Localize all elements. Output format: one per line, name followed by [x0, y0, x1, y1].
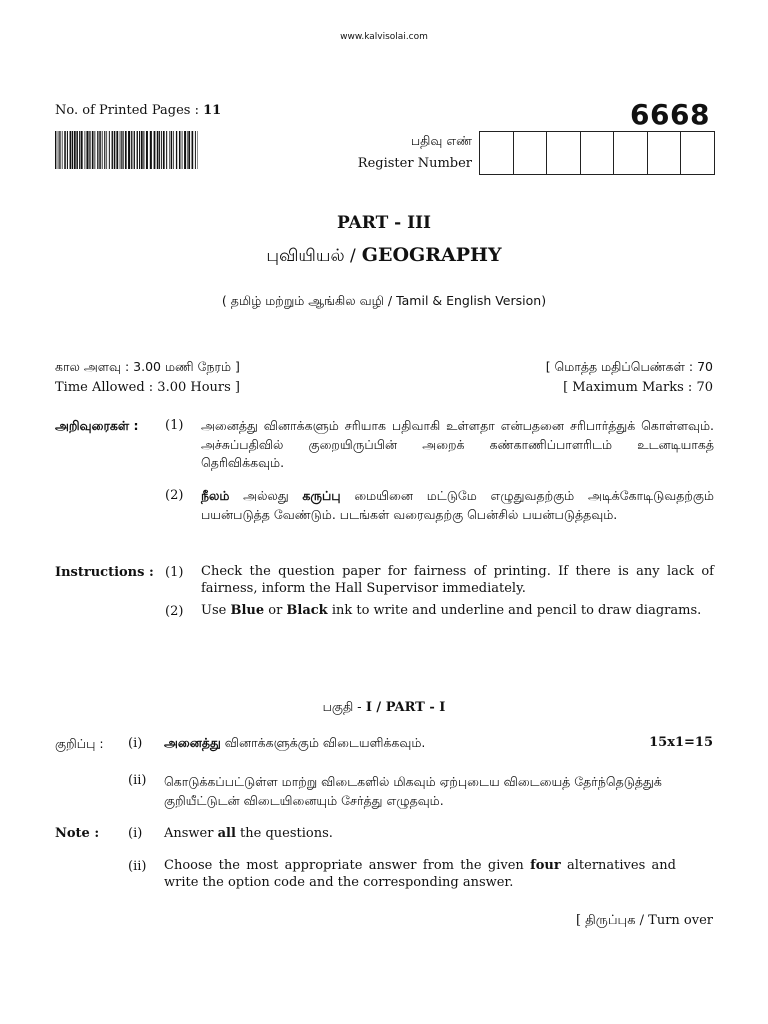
instruction-number: (1): [165, 565, 184, 580]
register-box[interactable]: [547, 132, 581, 174]
turn-over-text: [ திருப்புக / Turn over: [575, 913, 713, 928]
max-marks-english: [ Maximum Marks : 70: [563, 380, 713, 395]
register-box[interactable]: [614, 132, 648, 174]
turn-over: [576, 913, 713, 929]
paper-code: 6668: [630, 98, 710, 131]
note-number: (ii): [128, 859, 147, 874]
printed-pages-value: 11: [203, 103, 222, 118]
text-span: ink to write and underline and pencil to draw diagrams.: [327, 603, 702, 618]
text-span: Choose the most appropriate answer from the given: [164, 858, 531, 873]
register-box[interactable]: [581, 132, 615, 174]
text-span: the questions.: [235, 826, 333, 841]
barcode-image: [55, 131, 198, 169]
register-box[interactable]: [480, 132, 514, 174]
max-marks-tamil: [ மொத்த மதிப்பெண்கள் : 70: [545, 359, 713, 374]
text-span: or: [264, 603, 287, 618]
printed-pages-label: No. of Printed Pages :: [55, 103, 199, 118]
note-number: (i): [128, 736, 143, 751]
instruction-number: (1): [165, 418, 184, 433]
note-english-1: [164, 826, 333, 841]
text-span: Answer: [164, 826, 218, 841]
register-label-tamil: பதிவு எண்: [410, 133, 472, 148]
medium-version-text: ( தமிழ் மற்றும் ஆங்கில வழி / Tamil & English Version): [221, 293, 547, 308]
bold-black-ta: கருப்பு: [302, 488, 341, 503]
time-allowed-english: Time Allowed : 3.00 Hours ]: [55, 380, 241, 395]
text-span: alternatives and write the option code and the corresponding answer.: [164, 858, 676, 890]
bold-blue: Blue: [230, 603, 265, 618]
subject-tamil: புவியியல் /: [266, 246, 356, 266]
instruction-english-1: Check the question paper for fairness of printing. If there is any lack of fairness, inform the Hall Supervisor immediately.: [201, 564, 714, 596]
register-box[interactable]: [514, 132, 548, 174]
instructions-label-tamil: அறிவுரைகள் :: [55, 418, 139, 433]
note-number: (i): [128, 826, 143, 841]
instruction-number: (2): [165, 604, 184, 619]
site-url: www.kalvisolai.com: [340, 32, 428, 42]
subject-english: GEOGRAPHY: [361, 244, 502, 266]
instruction-english-2: [201, 603, 714, 620]
register-number-boxes[interactable]: [479, 131, 715, 175]
text-span: அல்லது: [229, 488, 303, 503]
medium-version: [0, 293, 768, 310]
part-one-heading-tamil: பகுதி -: [322, 699, 362, 714]
note-tamil-1: [164, 735, 425, 752]
bold-four: four: [530, 858, 561, 873]
text-span: வினாக்களுக்கும் விடையளிக்கவும்.: [220, 735, 426, 750]
register-box[interactable]: [681, 132, 714, 174]
note-label-english: Note :: [55, 826, 100, 841]
part-heading: PART - III: [337, 213, 431, 233]
instructions-label-english: Instructions :: [55, 565, 154, 580]
bold-all: all: [217, 826, 236, 841]
note-tamil-2: கொடுக்கப்பட்டுள்ள மாற்று விடைகளில் மிகவும் ஏற்புடைய விடையைத் தேர்ந்தெடுத்துக் குறியீட்டுடன் விடையினையும் சேர்த்து எழுதவும்.: [164, 774, 662, 808]
note-number: (ii): [128, 773, 147, 788]
instruction-number: (2): [165, 488, 184, 503]
printed-pages: [55, 103, 221, 118]
part-one-heading-english: I / PART - I: [365, 700, 446, 715]
subject-title: [0, 244, 768, 268]
instruction-tamil-2: [201, 487, 714, 524]
text-span: Use: [201, 603, 231, 618]
part-one-heading: [0, 699, 768, 716]
text-span: மையினை மட்டுமே எழுதுவதற்கும் அடிக்கோடிடுவதற்கும் பயன்படுத்த வேண்டும். படங்கள் வரைவதற்கு பென்சில் பயன்படுத்தவும்.: [201, 488, 714, 522]
bold-black: Black: [286, 603, 328, 618]
note-label-tamil: குறிப்பு :: [55, 736, 104, 751]
bold-blue-ta: நீலம்: [201, 488, 230, 503]
section-marks: 15x1=15: [649, 735, 713, 750]
register-label-english: Register Number: [357, 156, 472, 171]
register-box[interactable]: [648, 132, 682, 174]
instruction-tamil-1: அனைத்து வினாக்களும் சரியாக பதிவாகி உள்ளதா என்பதனை சரிபார்த்துக் கொள்ளவும். அச்சுப்பதிவில் குறையிருப்பின் அறைக் கண்காணிப்பாளரிடம் உடனடியாகத் தெரிவிக்கவும்.: [201, 418, 714, 470]
time-allowed-tamil: கால அளவு : 3.00 மணி நேரம் ]: [55, 359, 240, 374]
bold-all-ta: அனைத்து: [164, 735, 221, 750]
note-english-2: [164, 858, 676, 891]
